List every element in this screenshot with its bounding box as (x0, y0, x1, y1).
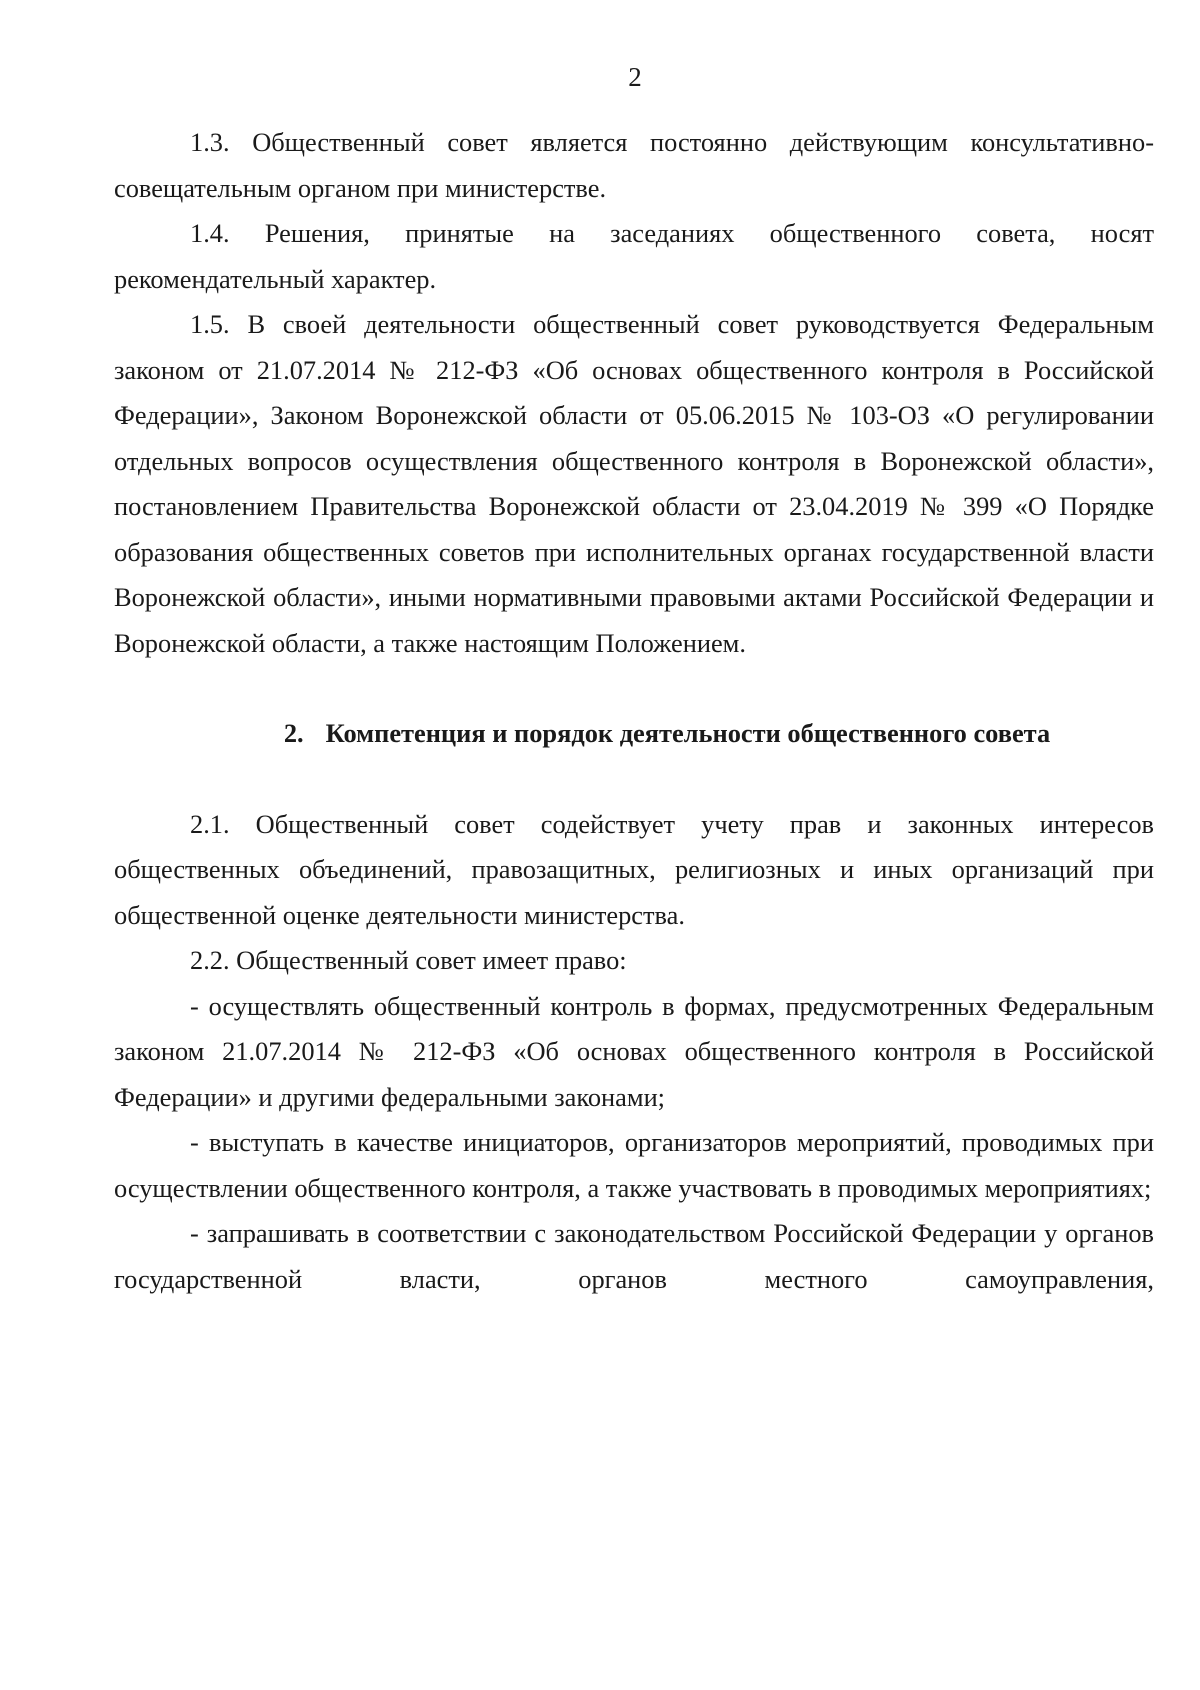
page-number: 2 (628, 62, 642, 92)
section-heading (114, 666, 1154, 802)
document-body (114, 120, 1154, 1302)
list-item-initiators: - выступать в качестве инициаторов, организаторов мероприятий, проводимых при осуществлении общественного контроля, а также участвовать в проводимых мероприятиях; (114, 1127, 1154, 1203)
paragraph-1-5: 1.5. В своей деятельности общественный совет руководствуется Федеральным законом от 21.07.2014 № 212-ФЗ «Об основах общественного контроля в Российской Федерации», Законом Воронежской области от 05.06.2015 № 103-ОЗ «О регулировании отдельных вопросов осуществления общественного контроля в Воронежской области», постановлением Правительства Воронежской области от 23.04.2019 № 399 «О Порядке образования общественных советов при исполнительных органах государственной власти Воронежской области», иными нормативными правовыми актами Российской Федерации и Воронежской области, а также настоящим Положением. (114, 309, 1154, 658)
list-item-request: - запрашивать в соответствии с законодательством Российской Федерации у органов государственной власти, органов местного самоуправления, (114, 1218, 1154, 1294)
paragraph-1-4: 1.4. Решения, принятые на заседаниях общественного совета, носят рекомендательный характер. (114, 218, 1154, 294)
section-heading-number: 2. (283, 718, 304, 748)
paragraph-2-1: 2.1. Общественный совет содействует учету прав и законных интересов общественных объединений, правозащитных, религиозных и иных организаций при общественной оценке деятельности министерства. (114, 808, 1154, 930)
list-item-control: - осуществлять общественный контроль в формах, предусмотренных Федеральным законом 21.07.2014 № 212-ФЗ «Об основах общественного контроля в Российской Федерации» и другими федеральными законами; (114, 990, 1154, 1112)
paragraph-1-3: 1.3. Общественный совет является постоянно действующим консультативно-совещательным органом при министерстве. (114, 127, 1154, 203)
section-heading-title: Компетенция и порядок деятельности общественного совета (325, 718, 1051, 748)
paragraph-2-2: 2.2. Общественный совет имеет право: (190, 945, 627, 975)
